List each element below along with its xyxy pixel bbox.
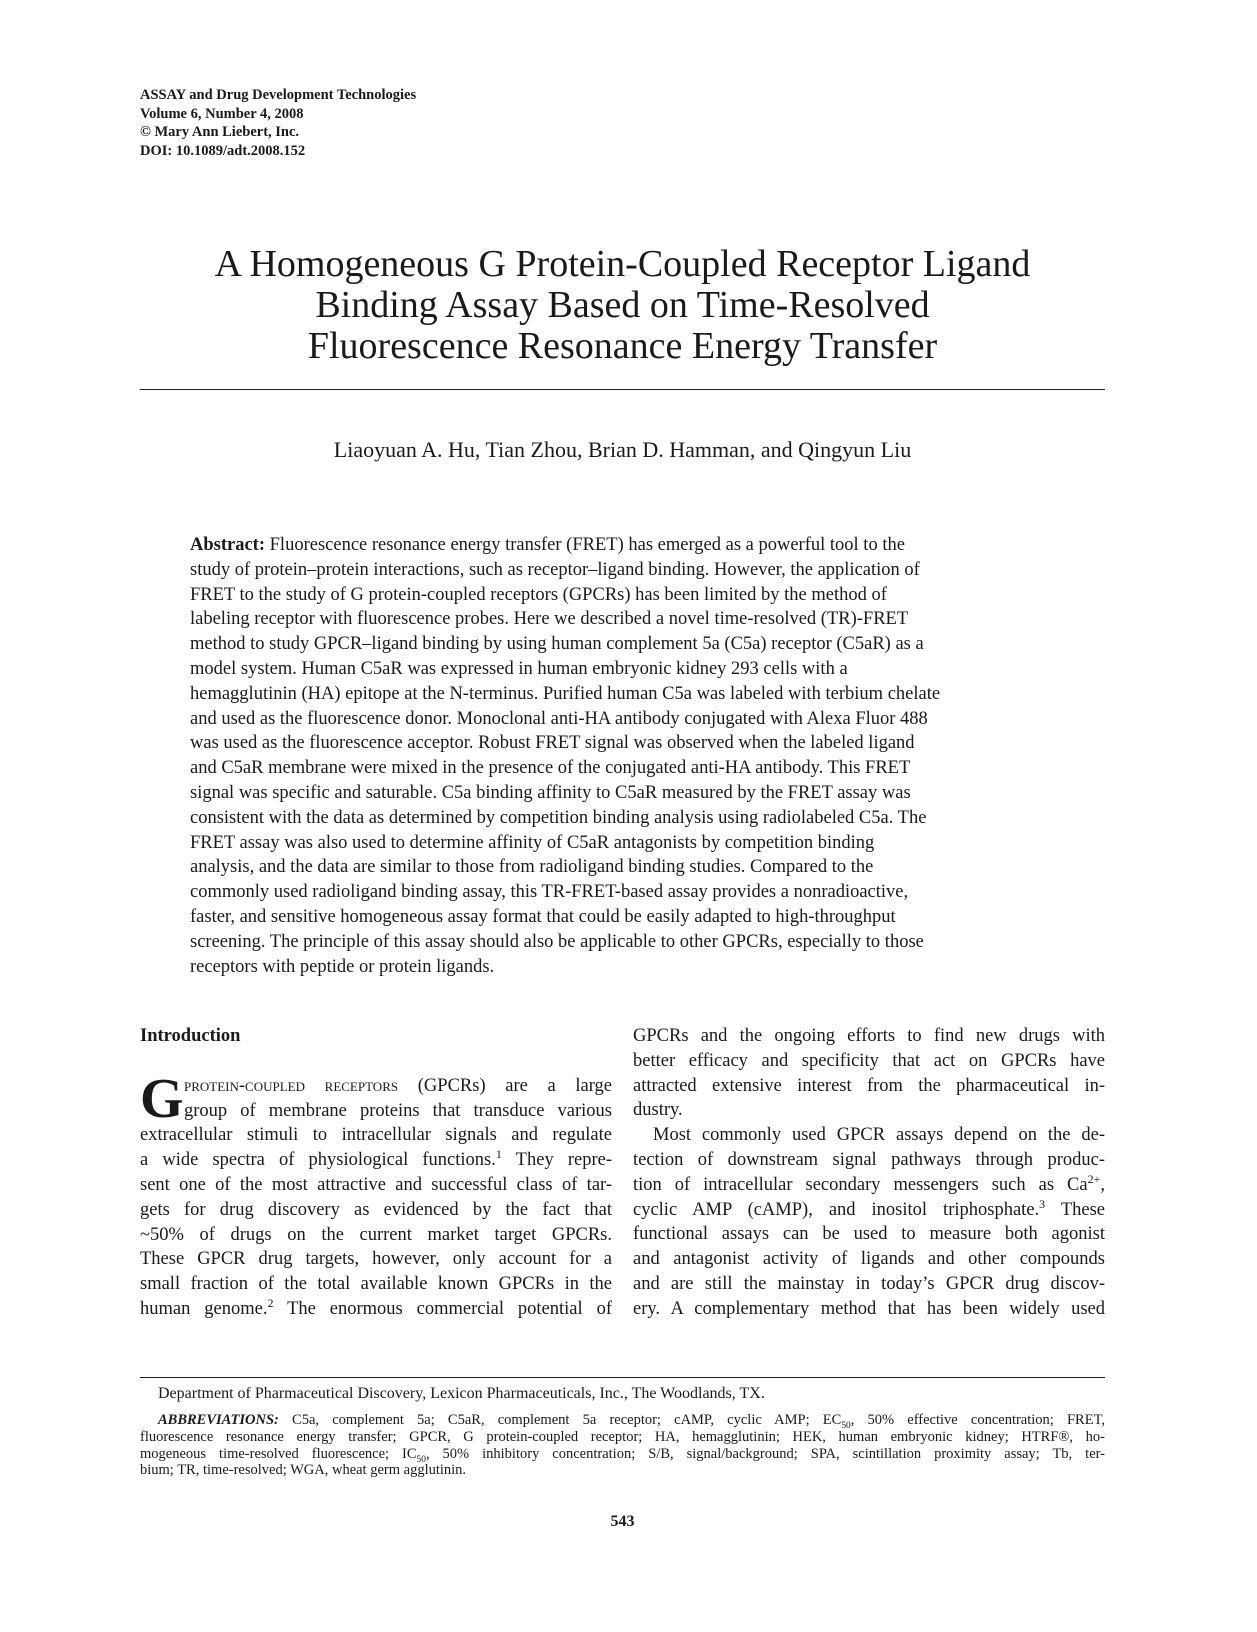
abbrev-subscript: 50 [416,1454,426,1465]
intro-line: extracellular stimuli to intracellular signals and regulate [140,1125,612,1146]
intro-text: human genome. [140,1298,268,1319]
intro-line [633,1173,1105,1198]
intro-line: GPCRs and the ongoing efforts to find new drugs with [633,1026,1105,1046]
abbrev-text: C5a, complement 5a; C5aR, complement 5a receptor; cAMP, cyclic AMP; EC [278,1412,842,1428]
intro-text: (GPCRs) are a large [398,1075,613,1096]
intro-text: cyclic AMP (cAMP), and inositol triphosphate. [633,1199,1040,1220]
abstract-line: was used as the fluorescence acceptor. Robust FRET signal was observed when the labeled ligand [190,733,915,754]
page-number: 543 [610,1513,635,1530]
reference-3: 3 [1039,1196,1046,1211]
abstract-label: Abstract: [190,535,266,555]
abbrev-line [140,1446,1105,1463]
abstract [190,533,1060,979]
reference-2: 2 [267,1295,274,1310]
intro-text: tion of intracellular secondary messengers such as Ca [633,1174,1088,1195]
abbreviations-footnote [140,1412,1105,1479]
intro-line: Most commonly used GPCR assays depend on the de- [653,1125,1105,1146]
intro-line [140,1148,612,1173]
abstract-line: consistent with the data as determined by competition binding analysis using radiolabeled C5a. The [190,807,927,828]
abstract-line: labeling receptor with fluorescence probes. Here we described a novel time-resolved (TR)-FRET [190,609,909,630]
intro-text: These [1045,1199,1105,1220]
abstract-line: signal was specific and saturable. C5a binding affinity to C5aR measured by the FRET assay was [190,782,911,803]
intro-line [633,1198,1105,1223]
abstract-line: and used as the fluorescence donor. Monoclonal anti-HA antibody conjugated with Alexa Fluor 488 [190,708,928,729]
dropcap-letter: G [140,1067,184,1130]
journal-publisher: © Mary Ann Liebert, Inc. [140,124,300,140]
small-caps-phrase: protein-coupled receptors [184,1075,399,1096]
abbreviations-label: ABBREVIATIONS: [158,1412,279,1428]
journal-header [140,86,416,160]
intro-line: sent one of the most attractive and successful class of tar- [140,1174,612,1195]
intro-line: group of membrane proteins that transduce various [184,1100,612,1121]
intro-text: They repre- [501,1150,612,1171]
abstract-line: analysis, and the data are similar to those from radioligand binding studies. Compared to the [190,857,874,878]
abbrev-line: fluorescence resonance energy transfer; GPCR, G protein-coupled receptor; HA, hemagglutinin; HEK, human embryonic kidney; HTRF®, ho- [140,1428,1105,1445]
reference-1: 1 [495,1147,502,1162]
section-heading-introduction: Introduction [140,1026,241,1046]
intro-text: , [1100,1174,1105,1195]
intro-left-column [140,1024,612,1322]
abstract-line: FRET to the study of G protein-coupled receptors (GPCRs) has been limited by the method of [190,584,887,605]
intro-line: ~50% of drugs on the current market target GPCRs. [140,1224,612,1245]
title-line: A Homogeneous G Protein-Coupled Receptor Ligand [214,243,1031,285]
journal-volume: Volume 6, Number 4, 2008 [140,105,304,122]
journal-doi: DOI: 10.1089/adt.2008.152 [140,142,306,159]
abstract-line: faster, and sensitive homogeneous assay format that could be easily adapted to high-throughput [190,906,896,927]
intro-line: attracted extensive interest from the pharmaceutical in- [633,1075,1105,1096]
intro-line: functional assays can be used to measure both agonist [633,1224,1105,1245]
intro-text: a wide spectra of physiological functions. [140,1150,496,1171]
abstract-line: method to study GPCR–ligand binding by using human complement 5a (C5a) receptor (C5aR) as a [190,634,924,655]
intro-line: gets for drug discovery as evidenced by the fact that [140,1199,612,1220]
intro-line: and antagonist activity of ligands and other compounds [633,1249,1105,1270]
intro-line [140,1297,612,1322]
author-list: Liaoyuan A. Hu, Tian Zhou, Brian D. Hamman, and Qingyun Liu [333,437,912,462]
title-line: Binding Assay Based on Time-Resolved [315,284,930,326]
abstract-line: Fluorescence resonance energy transfer (FRET) has emerged as a powerful tool to the [265,535,905,555]
affiliation-footnote: Department of Pharmaceutical Discovery, Lexicon Pharmaceuticals, Inc., The Woodlands, TX. [158,1385,765,1402]
abstract-line: commonly used radioligand binding assay, this TR-FRET-based assay provides a nonradioactive, [190,882,909,903]
abstract-line: model system. Human C5aR was expressed in human embryonic kidney 293 cells with a [190,658,848,679]
abstract-line: study of protein–protein interactions, such as receptor–ligand binding. However, the application of [190,559,920,580]
intro-text: The enormous commercial potential of [273,1298,612,1319]
abstract-line: hemagglutinin (HA) epitope at the N-terminus. Purified human C5a was labeled with terbium chelate [190,683,941,704]
abbrev-text: , 50% inhibitory concentration; S/B, signal/background; SPA, scintillation proximity assay; Tb, ter- [425,1445,1105,1462]
abstract-line: receptors with peptide or protein ligands. [190,956,495,977]
abstract-line: screening. The principle of this assay should also be applicable to other GPCRs, especially to those [190,931,924,952]
intro-line: ery. A complementary method that has been widely used [633,1298,1105,1319]
intro-line: These GPCR drug targets, however, only account for a [140,1249,612,1270]
intro-line: better efficacy and specificity that act on GPCRs have [633,1050,1105,1071]
abbrev-line [140,1412,1105,1429]
footnote-rule [140,1377,1105,1378]
intro-line: tection of downstream signal pathways through produc- [633,1149,1105,1170]
journal-name: ASSAY and Drug Development Technologies [140,87,417,103]
calcium-charge: 2+ [1087,1171,1101,1186]
abstract-line: and C5aR membrane were mixed in the presence of the conjugated anti-HA antibody. This FRET [190,758,911,779]
intro-right-column [633,1024,1105,1322]
intro-line: and are still the mainstay in today’s GPCR drug discov- [633,1273,1105,1294]
abbrev-text: mogeneous time-resolved fluorescence; IC [140,1445,417,1462]
abstract-line: FRET assay was also used to determine affinity of C5aR antagonists by competition binding [190,832,875,853]
abbrev-line: bium; TR, time-resolved; WGA, wheat germ agglutinin. [140,1462,467,1479]
title-rule [140,389,1105,390]
intro-line: dustry. [633,1100,683,1121]
intro-line: small fraction of the total available known GPCRs in the [140,1274,612,1295]
title-line: Fluorescence Resonance Energy Transfer [307,325,938,367]
abbrev-text: , 50% effective concentration; FRET, [850,1412,1105,1428]
abbrev-subscript: 50 [841,1420,851,1431]
article-title [140,244,1105,367]
